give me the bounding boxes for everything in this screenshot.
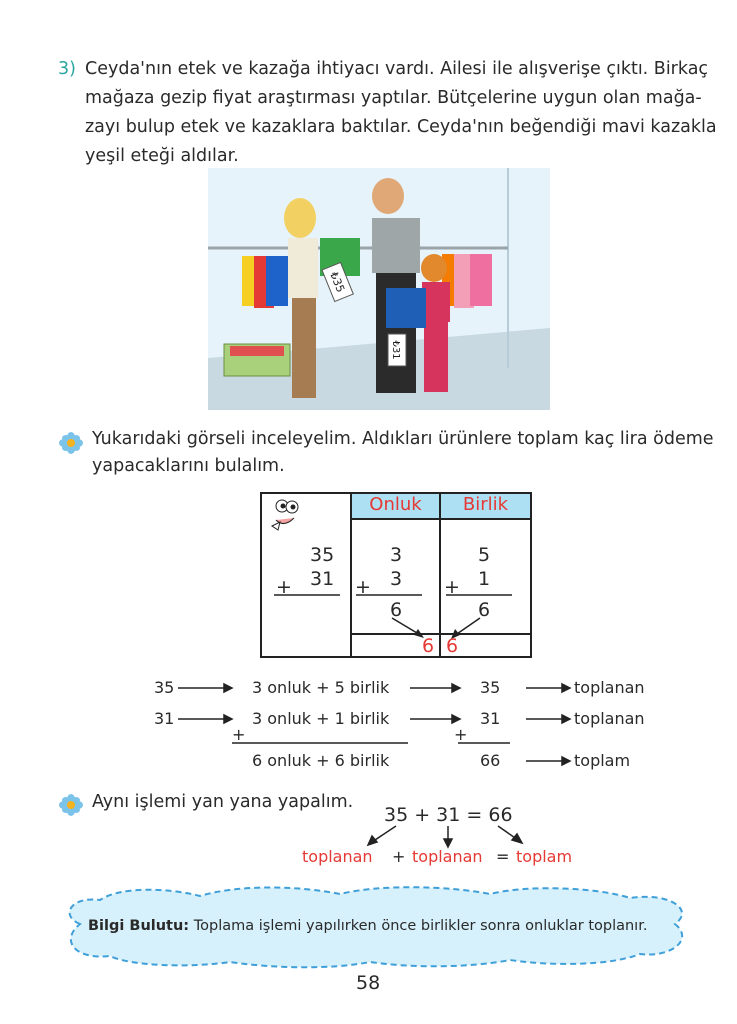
info-text-row <box>88 918 647 934</box>
flower-icon <box>58 432 84 458</box>
plus-sign-2: + <box>355 576 371 598</box>
instruction-line-1: Yukarıdaki görseli inceleyelim. Aldıkları ürünlere toplam kaç lira ödeme <box>92 429 714 449</box>
header-ones: Birlik <box>462 494 509 515</box>
place-value-table <box>260 492 532 658</box>
equation-text: 35 + 31 = 66 <box>384 804 513 826</box>
row3-value: 66 <box>480 751 501 770</box>
row2-expression: 3 onluk + 1 birlik <box>252 709 390 728</box>
info-title: Bilgi Bulutu: <box>88 918 190 934</box>
tens-a: 3 <box>390 544 403 566</box>
row2-label: toplanan <box>574 709 645 728</box>
mascot-icon <box>270 498 300 536</box>
tens-sum: 6 <box>390 599 403 621</box>
price-tag-skirt: ₺35 <box>327 270 348 295</box>
plus-sign-1: + <box>276 576 292 598</box>
problem-line-3: zayı bulup etek ve kazaklara baktılar. Ceyda'nın beğendiği mavi kazakla <box>85 117 717 137</box>
problem-line-2: mağaza gezip fiyat araştırması yaptılar. Bütçelerine uygun olan mağa- <box>85 88 702 108</box>
row2-value: 31 <box>480 709 501 728</box>
ones-b: 1 <box>478 568 491 590</box>
row3-expression: 6 onluk + 6 birlik <box>252 751 390 770</box>
row1-value: 35 <box>480 678 501 697</box>
ones-sum: 6 <box>478 599 491 621</box>
equation-label-1: toplanan <box>302 847 373 866</box>
breakdown <box>140 670 660 780</box>
plus-sign-3: + <box>444 576 460 598</box>
ones-a: 5 <box>478 544 491 566</box>
problem-line-1: Ceyda'nın etek ve kazağa ihtiyacı vardı. Ailesi ile alışverişe çıktı. Birkaç <box>85 59 709 79</box>
equation-label-3: toplam <box>516 847 573 866</box>
flower-icon-2 <box>58 794 84 820</box>
row2-plus: + <box>232 725 246 744</box>
result-ones: 6 <box>446 635 459 657</box>
row1-expression: 3 onluk + 5 birlik <box>252 678 390 697</box>
instruction-line-2: yapacaklarını bulalım. <box>92 456 285 476</box>
problem-number: 3) <box>58 59 76 79</box>
number-b: 31 <box>310 568 335 590</box>
equation-label-2: toplanan <box>412 847 483 866</box>
row2-value-plus: + <box>454 725 468 744</box>
info-cloud <box>50 884 700 970</box>
page-number: 58 <box>356 972 381 994</box>
row2-number: 31 <box>154 709 175 728</box>
equation-equals: = <box>496 847 510 866</box>
equation-block <box>300 802 590 874</box>
shopping-illustration <box>208 168 550 410</box>
header-tens: Onluk <box>369 494 422 515</box>
result-tens: 6 <box>422 635 435 657</box>
price-tag-sweater: ₺31 <box>390 340 401 360</box>
row1-label: toplanan <box>574 678 645 697</box>
equation-plus: + <box>392 847 406 866</box>
number-a: 35 <box>310 544 335 566</box>
row3-label: toplam <box>574 751 631 770</box>
problem-line-4: yeşil eteği aldılar. <box>85 146 239 166</box>
tens-b: 3 <box>390 568 403 590</box>
row1-number: 35 <box>154 678 175 697</box>
info-text: Toplama işlemi yapılırken önce birlikler sonra onluklar toplanır. <box>193 918 648 934</box>
instruction-2: Aynı işlemi yan yana yapalım. <box>92 792 354 812</box>
